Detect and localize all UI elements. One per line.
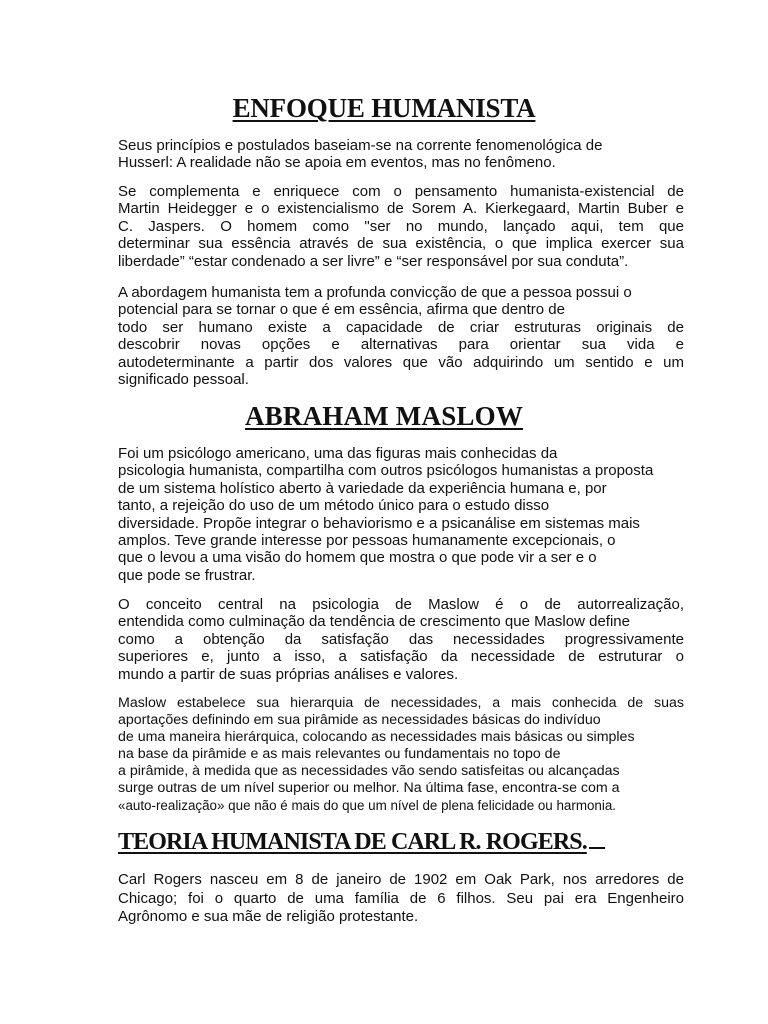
text-line: surge outras de um nível superior ou melhor. Na última fase, encontra-se com a [118,780,620,796]
text-line: que pode se frustrar. [118,566,256,584]
text-line: que o levou a uma visão do homem que mostra o que pode vir a ser e o [118,549,597,567]
section-title-text: TEORIA HUMANISTA DE CARL R. ROGERS. [118,829,587,855]
text-line: potencial para se tornar o que é em essência, afirma que dentro de [118,301,565,319]
text-line: na base da pirâmide e as mais relevantes ou fundamentais no topo de [118,746,561,762]
text-line: Husserl: A realidade não se apoia em eventos, mas no fenômeno. [118,154,556,172]
text-line: liberdade” “estar condenado a ser livre” e “ser responsável por sua conduta”. [118,252,629,270]
section-title-enfoque-humanista: ENFOQUE HUMANISTA [232,93,536,123]
text-line: Carl Rogers nasceu em 8 de janeiro de 1902 em Oak Park, nos arredores de [118,871,684,888]
text-line: mundo a partir de suas próprias análises e valores. [118,665,459,683]
paragraph-maslow-biografia [118,445,684,584]
text-line: diversidade. Propõe integrar o behaviorismo e a psicanálise em sistemas mais [118,514,640,532]
text-line: «auto-realização» que não é mais do que um nível de plena felicidade ou harmonia. [118,798,617,813]
text-line: psicologia humanista, compartilha com outros psicólogos humanistas a proposta [118,462,654,480]
paragraph-autorrealizacao [118,596,684,683]
text-line: entendida como culminação da tendência de crescimento que Maslow define [118,613,630,631]
text-line: Se complementa e enriquece com o pensamento humanista-existencial de [118,183,684,200]
text-line: descobrir novas opções e alternativas para orientar sua vida e [118,336,684,354]
text-line: Chicago; foi o quarto de uma família de 6 filhos. Seu pai era Engenheiro [118,889,684,907]
section-title-carl-rogers [118,829,605,856]
title-underline-tail [589,847,605,849]
text-line: C. Jaspers. O homem como "ser no mundo, lançado aqui, tem que [118,217,684,235]
text-line: aportações definindo em sua pirâmide as necessidades básicas do indivíduo [118,712,601,728]
text-line: Maslow estabelece sua hierarquia de necessidades, a mais conhecida de suas [118,695,684,711]
text-line: de um sistema holístico aberto à variedade da experiência humana e, por [118,479,607,497]
paragraph-fenomenologia [118,137,684,172]
text-line: A abordagem humanista tem a profunda convicção de que a pessoa possui o [118,284,632,301]
text-line: Agrônomo e sua mãe de religião protestante. [118,908,419,925]
text-line: determinar sua essência através de sua existência, o que implica exercer sua [118,235,684,253]
text-line: Seus princípios e postulados baseiam-se na corrente fenomenológica de [118,137,603,154]
paragraph-hierarquia-necessidades [118,695,684,814]
text-line: a pirâmide, à medida que as necessidades vão sendo satisfeitas ou alcançadas [118,763,620,779]
text-line: Martin Heidegger e o existencialismo de Sorem A. Kierkegaard, Martin Buber e [118,200,684,218]
text-line: todo ser humano existe a capacidade de criar estruturas originais de [118,318,684,336]
text-line: tanto, a rejeição do uso de um método único para o estudo disso [118,497,550,515]
text-line: amplos. Teve grande interesse por pessoas humanamente excepcionais, o [118,531,616,549]
section-title-abraham-maslow: ABRAHAM MASLOW [244,401,524,431]
text-line: significado pessoal. [118,370,249,388]
text-line: superiores e, junto a isso, a satisfação da necessidade de estruturar o [118,648,684,666]
paragraph-existencialismo [118,183,684,270]
text-line: autodeterminante a partir dos valores que vão adquirindo um sentido e um [118,353,684,371]
text-line: como a obtenção da satisfação das necessidades progressivamente [118,630,684,648]
paragraph-carl-rogers-biografia [118,871,684,927]
paragraph-abordagem-humanista [118,284,684,388]
text-line: de uma maneira hierárquica, colocando as necessidades mais básicas ou simples [118,729,635,745]
text-line: O conceito central na psicologia de Maslow é o de autorrealização, [118,596,684,613]
text-line: Foi um psicólogo americano, uma das figuras mais conhecidas da [118,445,558,462]
